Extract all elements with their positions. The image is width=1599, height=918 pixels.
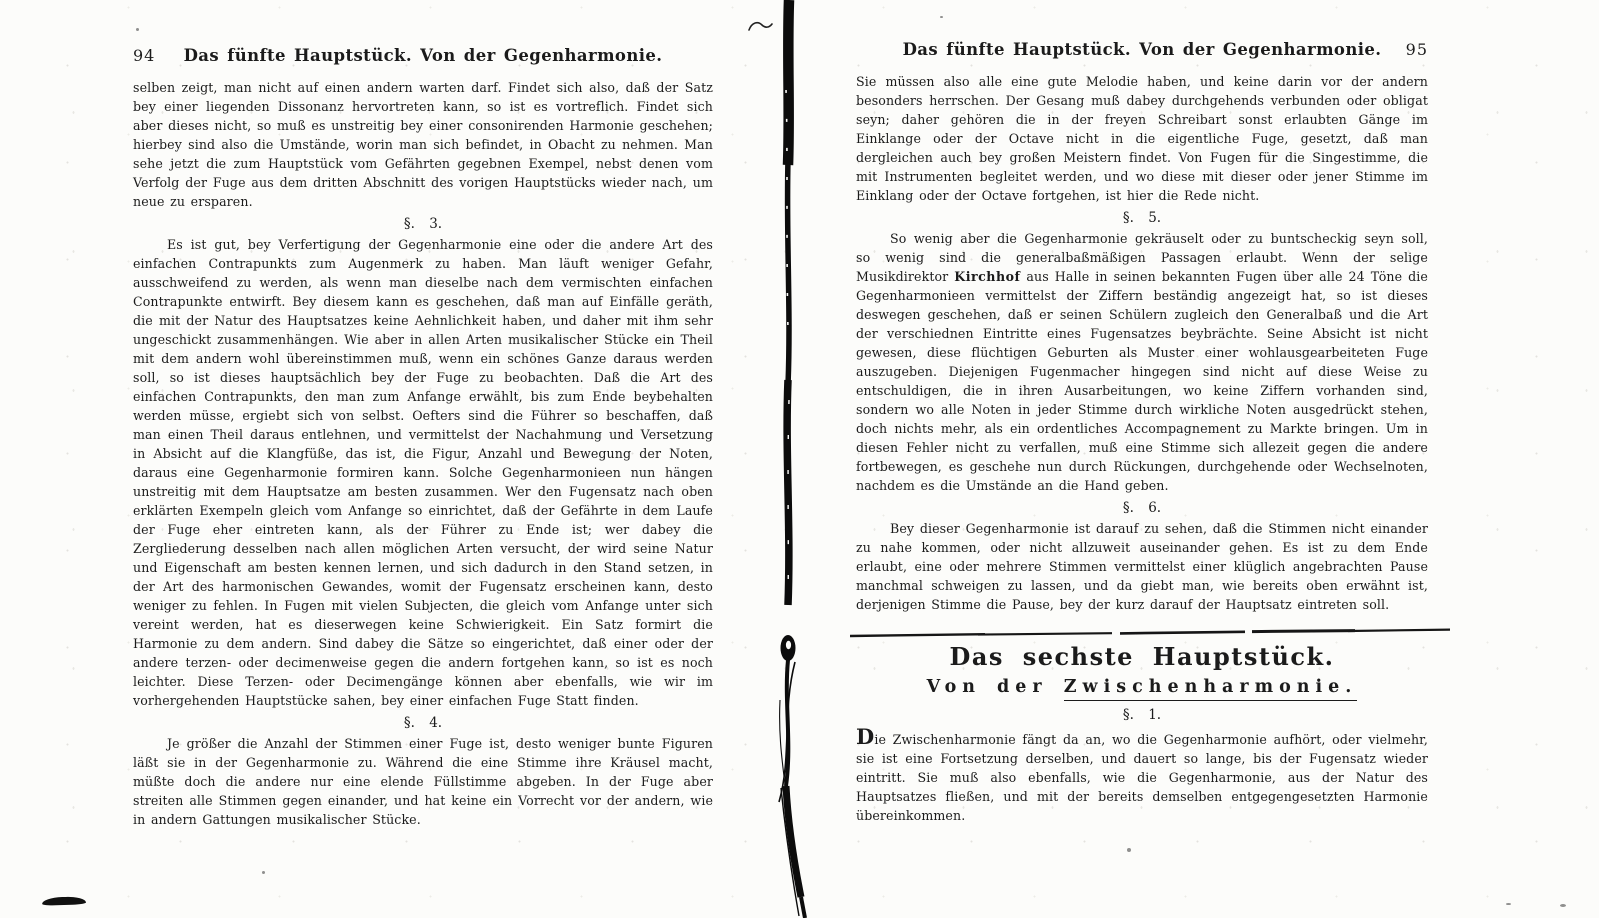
scan-speck: [262, 871, 265, 874]
paragraph-section-4: Je größer die Anzahl der Stimmen einer Fuge ist, desto weniger bunte Figuren läßt sie in der Gegenharmonie zu. Während die eine Stimme ihre Kräusel macht, müßte doch die andere nur eine elende Füllstimme abgeben. In der Fuge aber streiten alle Stimmen gegen einander, und hat keine ein Vorrecht vor der andern, wie in andern Gattungen musikalischer Stücke.: [133, 736, 713, 827]
section-1-text: ie Zwischenharmonie fängt da an, wo die Gegenharmonie aufhört, oder vielmehr, sie ist eine Fortsetzung derselben, und dauert so lange, bis der Fugensatz wieder eintritt. Sie muß also ebenfalls, wie die Gegenharmonie, aus der Natur des Hauptsatzes fließen, und mit der bereits demselben entgegengesetzten Harmonie übereinkommen.: [856, 732, 1428, 823]
section-mark-6: §. 6.: [1122, 500, 1162, 516]
chapter-subtitle-keyword: Zwischenharmonie.: [1064, 677, 1358, 701]
paragraph-section-5: [856, 229, 1428, 495]
page-95-header: [856, 40, 1428, 59]
scan-speck: [1506, 903, 1511, 905]
paragraph-continuation-right: Sie müssen also alle eine gute Melodie haben, und keine darin vor der andern besonders herrschen. Der Gesang muß dabey durchgehends verbunden oder obligat seyn; daher gehören die in der freyen Schreibart sonst erlaubten Gänge im Einklange oder der Octave nicht in die eigentliche Fuge, gesetzt, daß man dergleichen auch bey großen Meistern findet. Von Fugen für die Singestimme, die mit Instrumenten begleitet werden, und wo diese mit dieser oder jener Stimme im Einklang oder der Octave fortgehen, ist hier die Rede nicht.: [856, 74, 1428, 203]
chapter-subtitle-prefix: Von der: [926, 677, 1064, 697]
stray-pen-mark: [748, 19, 774, 35]
chapter-heading-block: [856, 642, 1428, 697]
section-5-text-after: aus Halle in seinen bekannten Fugen über alle 24 Töne die Gegenharmonieen vermittelst der Ziffern beständig angezeigt hat, so ist dieses deswegen geschehen, daß er seinen Schülern zugleich den Generalbaß und die Art der verschiednen Eintritte eines Fugensatzes beybrächte. Seine Absicht ist nicht gewesen, diese flüchtigen Geburten als Muster einer wohlausgearbeiteten Fuge auszugeben. Diejenigen Fugenmacher hingegen sind nicht auf diese Weise zu entschuldigen, die in ihren Ausarbeitungen, wo keine Ziffern vorhanden sind, sondern wo alle Noten in jeder Stimme durch wirkliche Noten ausgedrückt stehen, doch nichts mehr, als ein ordentliches Accompagnement zu Markte bringen. Um in diesen Fehler nicht zu verfallen, muß eine Stimme sich allezeit gegen die andere fortbewegen, es geschehe nun durch Rückungen, durchgehende oder Wechselnoten, nachdem es die Umstände an die Hand geben.: [856, 269, 1428, 493]
scan-speck: [940, 16, 943, 18]
author-name-kirchhof: Kirchhof: [954, 269, 1021, 284]
section-mark-4: §. 4.: [403, 715, 443, 731]
initial-capital-D: D: [856, 724, 875, 749]
page-number-95: 95: [1405, 40, 1428, 59]
chapter-title: Das sechste Hauptstück.: [949, 642, 1335, 671]
section-mark-3: §. 3.: [403, 216, 443, 232]
page-95: [856, 40, 1428, 825]
ink-smudge: [42, 896, 86, 906]
scan-speck: [1560, 904, 1566, 907]
page-94: [133, 46, 713, 829]
paragraph-section-6: Bey dieser Gegenharmonie ist darauf zu sehen, daß die Stimmen nicht einander zu nahe kommen, oder nicht allzuweit auseinander gehen. Es ist zu dem Ende erlaubt, eine oder mehrere Stimmen vermittelst einer klüglich angebrachten Pause manchmal schweigen zu lassen, und da giebt man, wie bereits oben erwähnt ist, derjenigen Stimme die Pause, bey der kurz darauf der Hauptsatz eintreten soll.: [856, 521, 1428, 612]
paragraph-continuation-left: selben zeigt, man nicht auf einen andern warten darf. Findet sich also, daß der Satz bey einer liegenden Dissonanz hervortreten kann, so ist es vortreflich. Findet sich aber dieses nicht, so muß es unstreitig bey einer consonirenden Harmonie geschehen; hierbey sind also die Umstände, worin man sich befindet, in Obacht zu nehmen. Man sehe jetzt die zum Hauptstück vom Gefährten gegebnen Exempel, nebst denen vom Verfolg der Fuge aus dem dritten Abschnitt des vorigen Hauptstücks wieder nach, um neue zu ersparen.: [133, 80, 713, 209]
page-number-94: 94: [133, 46, 156, 65]
section-5-text-before: So wenig aber die Gegenharmonie gekräuselt oder zu buntscheckig seyn soll, so wenig sind die generalbaßmäßigen Passagen erlaubt. Wenn der selige Musikdirektor: [856, 231, 1428, 284]
binding-crease: [742, 0, 822, 918]
paragraph-section-3: Es ist gut, bey Verfertigung der Gegenharmonie eine oder die andere Art des einfachen Contrapunkts zum Augenmerk zu haben. Man läuft weniger Gefahr, ausschweifend zu werden, als wenn man dieselbe nach dem vermischten einfachen Contrapunkte entwirft. Bey diesem kann es geschehen, daß man auf Einfälle geräth, die mit der Natur des Hauptsatzes keine Aehnlichkeit haben, und daher mit ihm sehr ungeschickt zusammenhängen. Wie aber in allen Arten musikalischer Stücke ein Theil mit dem andern wohl übereinstimmen muß, wenn ein schönes Ganze daraus werden soll, so ist dieses hauptsächlich bey der Fuge zu beobachten. Daß die Art des einfachen Contrapunkts, den man zum Anfange erwählt, bis zum Ende beybehalten werden müsse, ergiebt sich von selbst. Oefters sind die Führer so beschaffen, daß man einen Theil daraus entlehnen, und vermittelst der Nachahmung und Versetzung in Absicht auf die Klangfüße, das ist, die Figur, Anzahl und Bewegung der Noten, daraus eine Gegenharmonie formiren kann. Solche Gegenharmonieen nun hängen unstreitig mit dem Hauptsatze am besten zusammen. Wer den Fugensatz nach oben erklärten Exempeln gleich vom Anfange so einrichtet, daß der Gefährte in dem Laufe der Fuge eher eintreten kann, als der Führer zu Ende ist; wer dabey die Zergliederung desselben nach allen möglichen Arten versucht, der wird seine Natur und Eigenschaft am besten kennen lernen, und sich dadurch in den Stand setzen, in der Art des harmonischen Gewandes, womit der Fugensatz erscheinen kann, desto weniger zu fehlen. In Fugen mit vielen Subjecten, die gleich vom Anfange unter sich vereint werden, hat es dieserwegen keine Schwierigkeit. Ein Satz formirt die Harmonie zu dem andern. Sind dabey die Sätze so eingerichtet, daß einer oder der andere terzen- oder decimenweise gegen die andern fortgehen kann, so ist es noch leichter. Diese Terzen- oder Decimengänge können aber ebenfalls, wie wir im vorhergehenden Hauptstücke sahen, bey einer einfachen Fuge Statt finden.: [133, 237, 713, 708]
running-head-left: Das fünfte Hauptstück. Von der Gegenharmonie.: [183, 46, 663, 65]
chapter-subtitle: [856, 677, 1428, 697]
chapter-divider-rule: [850, 628, 1428, 636]
section-mark-1: §. 1.: [1122, 707, 1162, 723]
section-mark-5: §. 5.: [1122, 210, 1162, 226]
scan-speck: [136, 28, 139, 31]
paragraph-section-1: [856, 726, 1428, 825]
running-head-right: Das fünfte Hauptstück. Von der Gegenharmonie.: [902, 40, 1382, 59]
page-94-header: [133, 46, 713, 65]
scan-speck: [1127, 848, 1131, 852]
